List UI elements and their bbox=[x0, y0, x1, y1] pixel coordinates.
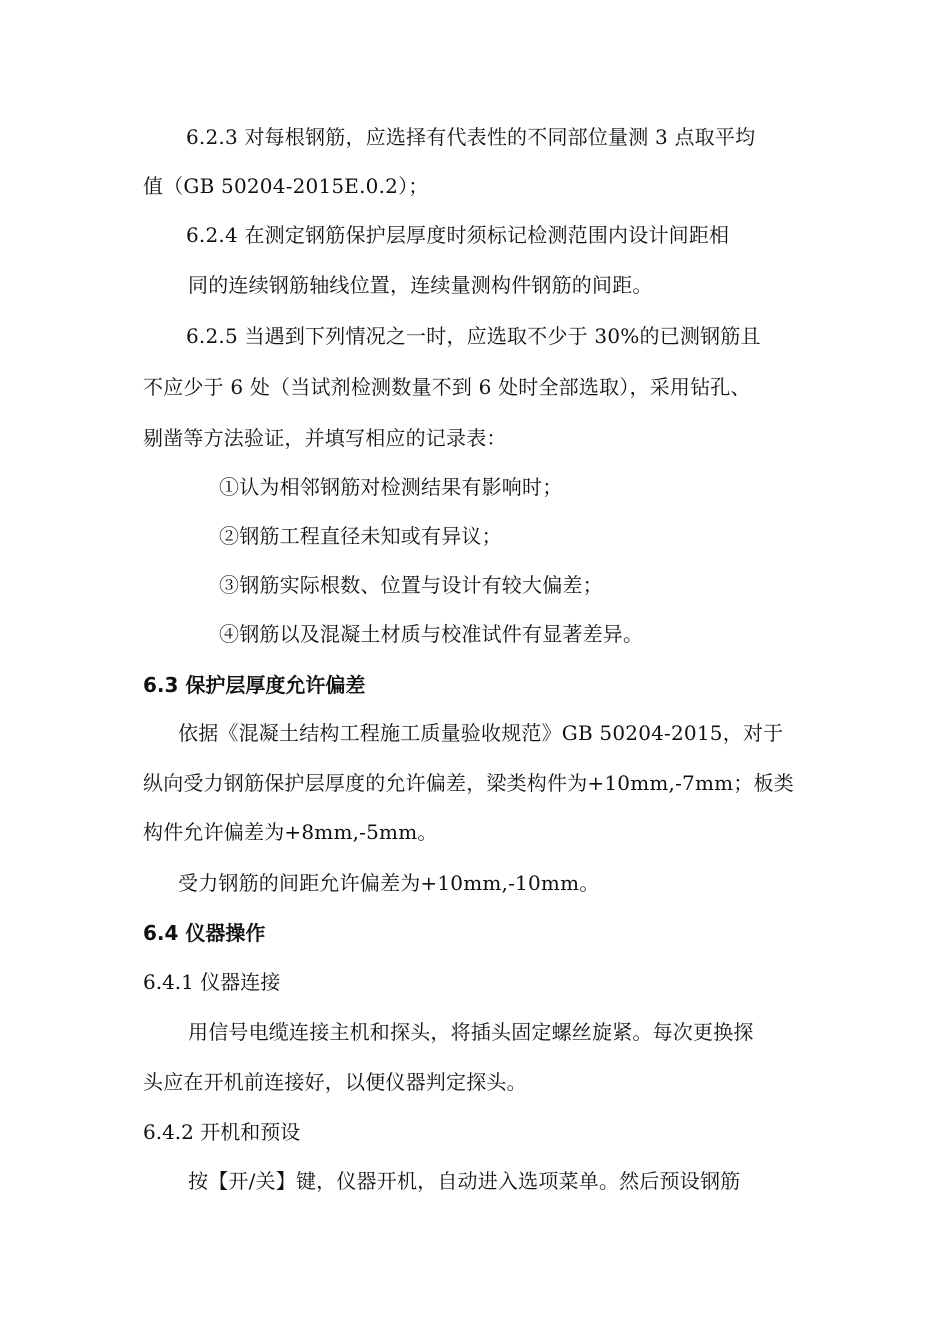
section-6-3-para-1-line-1: 依据《混凝土结构工程施工质量验收规范》GB 50204-2015，对于 bbox=[178, 721, 784, 745]
condition-item-3: ③钢筋实际根数、位置与设计有较大偏差； bbox=[219, 573, 603, 597]
subsection-6-4-1-line-1: 用信号电缆连接主机和探头，将插头固定螺丝旋紧。每次更换探 bbox=[188, 1020, 754, 1044]
item-6-2-3-line-1: 6.2.3 对每根钢筋，应选择有代表性的不同部位量测 3 点取平均 bbox=[186, 125, 756, 149]
item-6-2-5-line-2: 不应少于 6 处（当试剂检测数量不到 6 处时全部选取），采用钻孔、 bbox=[143, 375, 751, 399]
item-6-2-4-line-1: 6.2.4 在测定钢筋保护层厚度时须标记检测范围内设计间距相 bbox=[186, 223, 730, 247]
section-6-3-para-1-line-2: 纵向受力钢筋保护层厚度的允许偏差，梁类构件为+10mm,-7mm；板类 bbox=[143, 771, 794, 795]
condition-item-2: ②钢筋工程直径未知或有异议； bbox=[219, 524, 502, 548]
subsection-6-4-2-heading: 6.4.2 开机和预设 bbox=[143, 1120, 301, 1144]
section-6-3-para-1-line-3: 构件允许偏差为+8mm,-5mm。 bbox=[143, 820, 438, 844]
item-6-2-4-line-2: 同的连续钢筋轴线位置，连续量测构件钢筋的间距。 bbox=[188, 273, 653, 297]
item-6-2-5-line-3: 剔凿等方法验证，并填写相应的记录表： bbox=[143, 426, 507, 450]
section-6-4-heading: 6.4 仪器操作 bbox=[143, 921, 266, 945]
item-6-2-5-line-1: 6.2.5 当遇到下列情况之一时，应选取不少于 30%的已测钢筋且 bbox=[186, 324, 761, 348]
section-6-3-para-2: 受力钢筋的间距允许偏差为+10mm,-10mm。 bbox=[178, 871, 600, 895]
subsection-6-4-1-heading: 6.4.1 仪器连接 bbox=[143, 970, 281, 994]
item-6-2-3-line-2: 值（GB 50204-2015E.0.2）； bbox=[143, 174, 429, 198]
condition-item-1: ①认为相邻钢筋对检测结果有影响时； bbox=[219, 475, 563, 499]
section-6-3-heading: 6.3 保护层厚度允许偏差 bbox=[143, 673, 366, 697]
condition-item-4: ④钢筋以及混凝土材质与校准试件有显著差异。 bbox=[219, 622, 644, 646]
subsection-6-4-1-line-2: 头应在开机前连接好，以便仪器判定探头。 bbox=[143, 1070, 527, 1094]
subsection-6-4-2-line-1: 按【开/关】键，仪器开机，自动进入选项菜单。然后预设钢筋 bbox=[188, 1169, 741, 1193]
